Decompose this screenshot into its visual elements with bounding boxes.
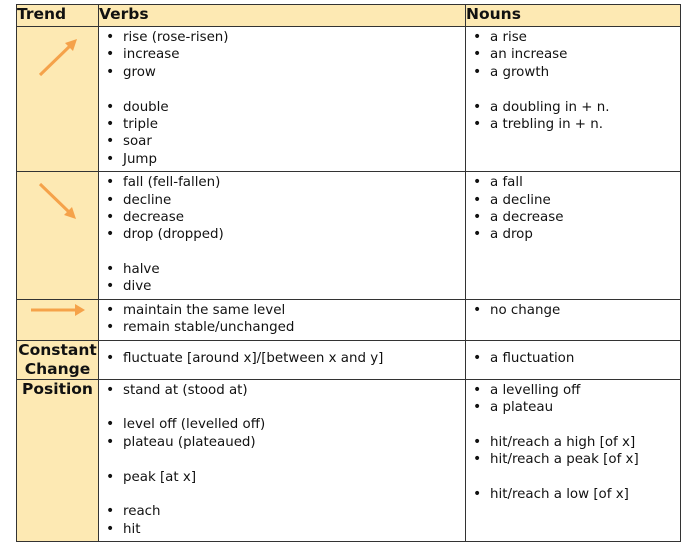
verb-item: • drop (dropped) (99, 226, 465, 243)
spacer (99, 399, 465, 416)
verb-item: • level off (levelled off) (99, 416, 465, 433)
trend-cell-flat (17, 299, 99, 340)
row-fall (17, 172, 681, 300)
arrow-down-right-icon (28, 172, 88, 232)
arrow-right-icon (25, 300, 91, 320)
noun-item: • a rise (466, 29, 680, 46)
noun-item: • a levelling off (466, 382, 680, 399)
nouns-cell-constant-change (466, 340, 681, 379)
nouns-cell-flat (466, 299, 681, 340)
trend-cell-fall (17, 172, 99, 300)
trend-label: Position (22, 379, 93, 398)
verb-item: • decrease (99, 209, 465, 226)
spacer (99, 486, 465, 503)
verbs-cell-rise (99, 27, 466, 172)
noun-item: • a doubling in + n. (466, 99, 680, 116)
nouns-cell-rise (466, 27, 681, 172)
verb-item: • Jump (99, 151, 465, 168)
verb-item: • plateau (plateaued) (99, 434, 465, 451)
header-verbs: Verbs (99, 5, 466, 27)
verbs-cell-constant-change (99, 340, 466, 379)
trend-label: Constant (18, 340, 97, 359)
verb-item: • peak [at x] (99, 469, 465, 486)
verb-item: • decline (99, 192, 465, 209)
verb-item: • increase (99, 46, 465, 63)
row-flat (17, 299, 681, 340)
verb-item: • triple (99, 116, 465, 133)
noun-item: • a growth (466, 64, 680, 81)
verb-item: • fall (fell-fallen) (99, 174, 465, 191)
verbs-cell-flat (99, 299, 466, 340)
header-trend: Trend (17, 5, 99, 27)
verb-item: • stand at (stood at) (99, 382, 465, 399)
verb-item: • fluctuate [around x]/[between x and y] (99, 350, 465, 367)
noun-item: • a fall (466, 174, 680, 191)
noun-item: • a trebling in + n. (466, 116, 680, 133)
noun-item: • a decline (466, 192, 680, 209)
spacer (466, 81, 680, 98)
noun-item: • hit/reach a peak [of x] (466, 451, 680, 468)
noun-item: • a drop (466, 226, 680, 243)
verb-item: • halve (99, 261, 465, 278)
row-constant-change (17, 340, 681, 379)
row-rise (17, 27, 681, 172)
trend-cell-position (17, 379, 99, 542)
noun-item: • a decrease (466, 209, 680, 226)
noun-item: • an increase (466, 46, 680, 63)
verbs-cell-position (99, 379, 466, 542)
verb-item: • remain stable/unchanged (99, 319, 465, 336)
noun-item: • hit/reach a low [of x] (466, 486, 680, 503)
arrow-up-right-icon (28, 27, 88, 87)
verb-item: • double (99, 99, 465, 116)
spacer (466, 416, 680, 433)
trend-cell-rise (17, 27, 99, 172)
trend-vocabulary-table (16, 4, 681, 542)
noun-item: • a plateau (466, 399, 680, 416)
verbs-cell-fall (99, 172, 466, 300)
row-position (17, 379, 681, 542)
header-row (17, 5, 681, 27)
spacer (99, 451, 465, 468)
noun-item: • no change (466, 302, 680, 319)
nouns-cell-position (466, 379, 681, 542)
verb-item: • dive (99, 278, 465, 295)
verb-item: • reach (99, 503, 465, 520)
spacer (466, 469, 680, 486)
spacer (99, 244, 465, 261)
trend-label: Change (24, 359, 91, 378)
noun-item: • hit/reach a high [of x] (466, 434, 680, 451)
nouns-cell-fall (466, 172, 681, 300)
verb-item: • soar (99, 133, 465, 150)
verb-item: • hit (99, 521, 465, 538)
verb-item: • grow (99, 64, 465, 81)
verb-item: • rise (rose-risen) (99, 29, 465, 46)
noun-item: • a fluctuation (466, 350, 680, 367)
trend-cell-constant-change (17, 340, 99, 379)
spacer (99, 81, 465, 98)
verb-item: • maintain the same level (99, 302, 465, 319)
header-nouns: Nouns (466, 5, 681, 27)
